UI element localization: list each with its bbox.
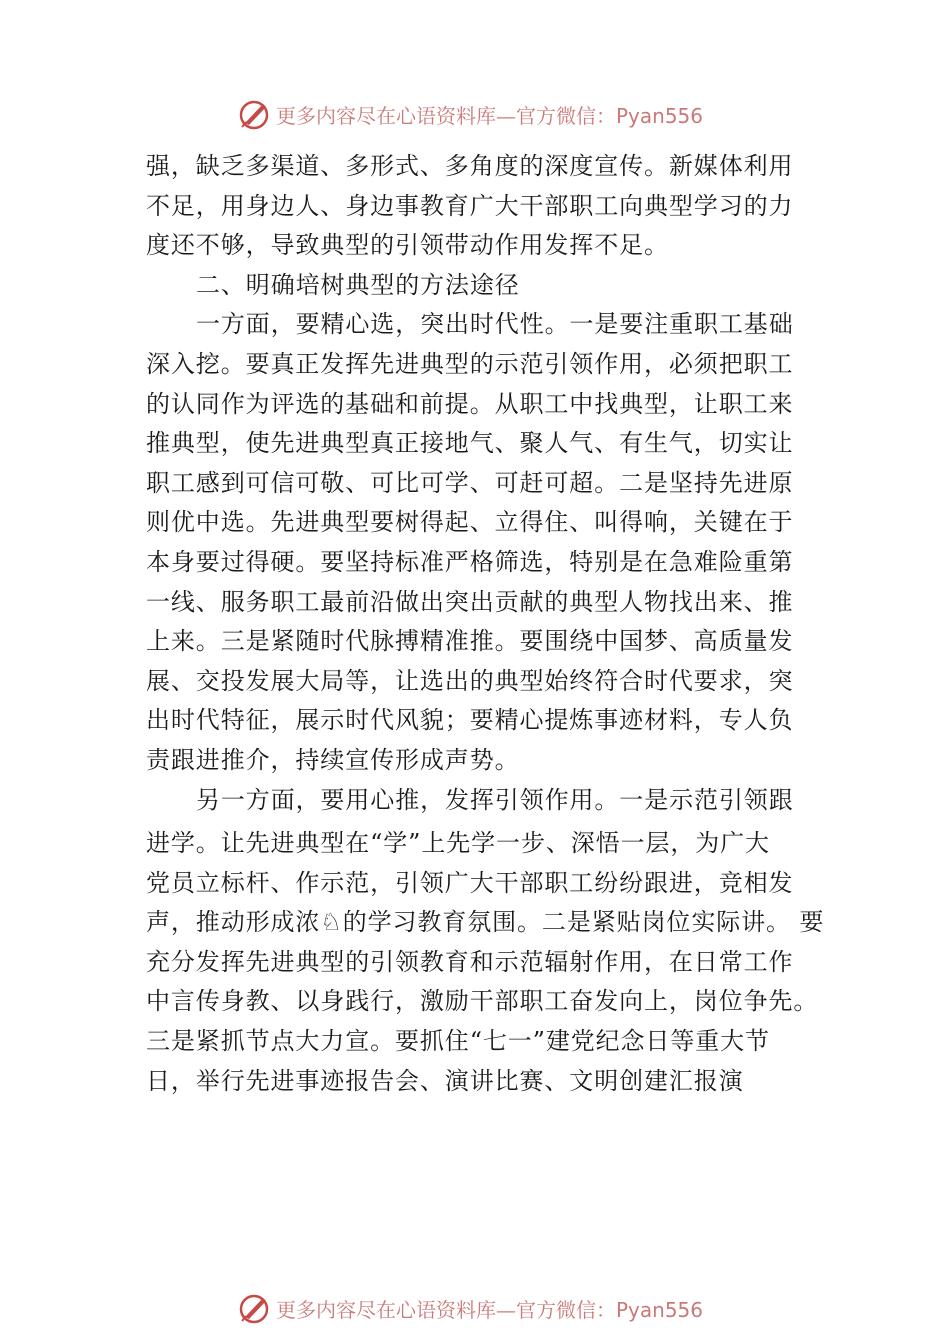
text-line: 推典型，使先进典型真正接地气、聚人气、有生气，切实让 <box>146 429 794 458</box>
header-banner <box>236 94 703 134</box>
footer-banner-text: 更多内容尽在心语资料库—官方微信：Pyan556 <box>276 1297 704 1322</box>
text-line: 不足，用身边人、身边事教育广大干部职工向典型学习的力 <box>146 191 794 220</box>
text-line: 的认同作为评选的基础和前提。从职工中找典型，让职工来 <box>146 389 794 418</box>
text-line: 进学。让先进典型在“学”上先学一步、深悟一层，为广大 <box>146 829 770 858</box>
text-line: 深入挖。要真正发挥先进典型的示范引领作用，必须把职工 <box>146 349 794 378</box>
text-line: 度还不够，导致典型的引领带动作用发挥不足。 <box>146 231 669 260</box>
text-line: 三是紧抓节点大力宣。要抓住“七一”建党纪念日等重大节 <box>146 1027 770 1056</box>
quill-logo-icon <box>236 96 272 132</box>
document-body <box>146 147 825 1101</box>
text-line: 展、交投发展大局等，让选出的典型始终符合时代要求，突 <box>146 666 794 695</box>
section-heading: 二、明确培树典型的方法途径 <box>196 270 520 299</box>
text-line: 声，推动形成浓♘的学习教育氛围。二是紧贴岗位实际讲。 要 <box>146 908 825 937</box>
quill-logo-icon <box>236 1290 272 1326</box>
text-line: 强，缺乏多渠道、多形式、多角度的深度宣传。新媒体利用 <box>146 152 794 180</box>
text-line: 中言传身教、以身践行，激励干部职工奋发向上，岗位争先。 <box>146 987 819 1016</box>
text-line: 日，举行先进事迹报告会、演讲比赛、文明创建汇报演 <box>146 1066 744 1095</box>
text-line: 另一方面，要用心推，发挥引领作用。一是示范引领跟 <box>196 785 794 814</box>
text-line: 一线、服务职工最前沿做出突出贡献的典型人物找出来、推 <box>146 587 794 616</box>
text-line: 出时代特征，展示时代风貌；要精心提炼事迹材料，专人负 <box>146 706 794 735</box>
text-line: 责跟进推介，持续宣传形成声势。 <box>146 745 520 774</box>
text-line: 本身要过得硬。要坚持标准严格筛选，特别是在急难险重第 <box>146 547 794 576</box>
header-banner-text: 更多内容尽在心语资料库—官方微信：Pyan556 <box>276 103 704 128</box>
text-line: 一方面，要精心选，突出时代性。一是要注重职工基础 <box>196 310 794 339</box>
text-line: 上来。三是紧随时代脉搏精准推。要围绕中国梦、高质量发 <box>146 627 794 656</box>
footer-banner <box>236 1288 703 1328</box>
text-line: 党员立标杆、作示范，引领广大干部职工纷纷跟进，竞相发 <box>146 868 794 897</box>
text-line: 充分发挥先进典型的引领教育和示范辐射作用，在日常工作 <box>146 947 794 976</box>
text-line: 职工感到可信可敬、可比可学、可赶可超。二是坚持先进原 <box>146 468 794 497</box>
text-line: 则优中选。先进典型要树得起、立得住、叫得响，关键在于 <box>146 508 794 537</box>
